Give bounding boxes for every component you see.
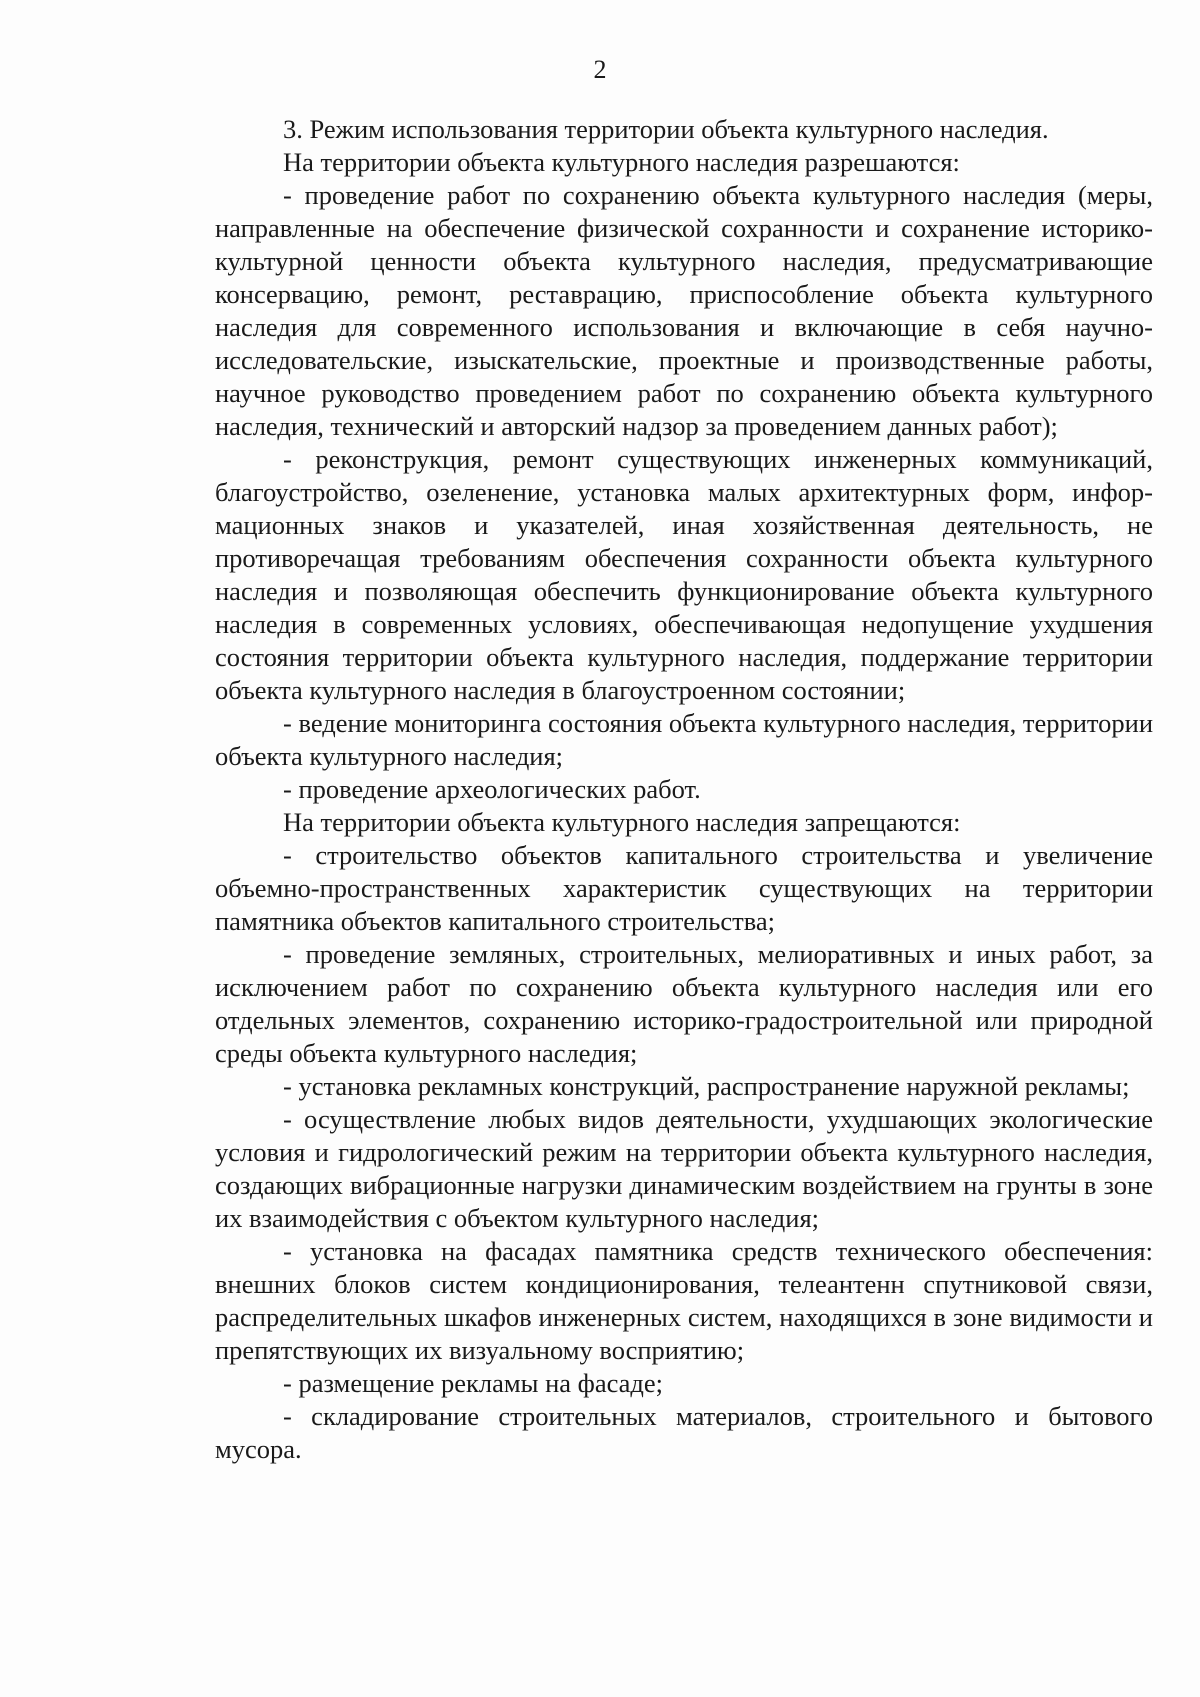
list-item-prohibited: - складирование строительных материалов, строительного и бытового мусора. bbox=[215, 1401, 1153, 1464]
list-item-prohibited: - строительство объектов капитального строительства и увеличение объемно-пространственных характеристик существующих на территории памятника объектов капитального строительства; bbox=[215, 840, 1153, 936]
document-body bbox=[215, 113, 1153, 1466]
list-item-prohibited: - размещение рекламы на фасаде; bbox=[283, 1368, 664, 1398]
prohibited-intro-paragraph: На территории объекта культурного наследия запрещаются: bbox=[283, 807, 961, 837]
list-item-prohibited: - установка на фасадах памятника средств технического обеспечения: внешних блоков систем кондиционирования, телеантенн спутниковой связи, распределительных шкафов инженерных систем, находящихся в зоне видимости и препятствующих их визуальному восприятию; bbox=[215, 1236, 1153, 1365]
list-item-permitted: - реконструкция, ремонт существующих инженерных коммуникаций, благоустройство, озеленение, установка малых архитектурных форм, информационных знаков и указателей, иная хозяйственная деятельность, не противоречащая требованиям обеспечения сохранности объекта культурного наследия и позволяющая обеспечить функционирование объекта культурного наследия в современных условиях, обеспечивающая недопущение ухудшения состояния территории объекта культурного наследия, поддержание территории объекта культурного наследия в благоустроенном состоянии; bbox=[215, 444, 1153, 705]
list-item-permitted: - проведение археологических работ. bbox=[283, 774, 701, 804]
list-item-permitted: - проведение работ по сохранению объекта культурного наследия (меры, направленные на обеспечение физической сохранности и сохранение историко-культурной ценности объекта культурного наследия, предусматривающие консервацию, ремонт, реставрацию, приспособление объекта культурного наследия для современного использования и включающие в себя научно-исследовательские, изыскательские, проектные и производственные работы, научное руководство проведением работ по сохранению объекта культурного наследия, технический и авторский надзор за проведением данных работ); bbox=[215, 180, 1153, 441]
section-heading-paragraph: 3. Режим использования территории объекта культурного наследия. bbox=[283, 114, 1049, 144]
page-number: 2 bbox=[593, 55, 607, 84]
list-item-prohibited: - установка рекламных конструкций, распространение наружной рекламы; bbox=[283, 1071, 1130, 1101]
list-item-prohibited: - проведение земляных, строительных, мелиоративных и иных работ, за исключением работ по сохранению объекта культурного наследия или его отдельных элементов, сохранению историко-градостроительной или природной среды объекта культурного наследия; bbox=[215, 939, 1153, 1068]
list-item-prohibited: - осуществление любых видов деятельности, ухудшающих экологические условия и гидрологический режим на территории объекта культурного наследия, создающих вибрационные нагрузки динамическим воздействием на грунты в зоне их взаимодействия с объектом культурного наследия; bbox=[215, 1104, 1153, 1233]
list-item-permitted: - ведение мониторинга состояния объекта культурного наследия, территории объекта культурного наследия; bbox=[215, 708, 1153, 771]
permitted-intro-paragraph: На территории объекта культурного наследия разрешаются: bbox=[283, 147, 960, 177]
